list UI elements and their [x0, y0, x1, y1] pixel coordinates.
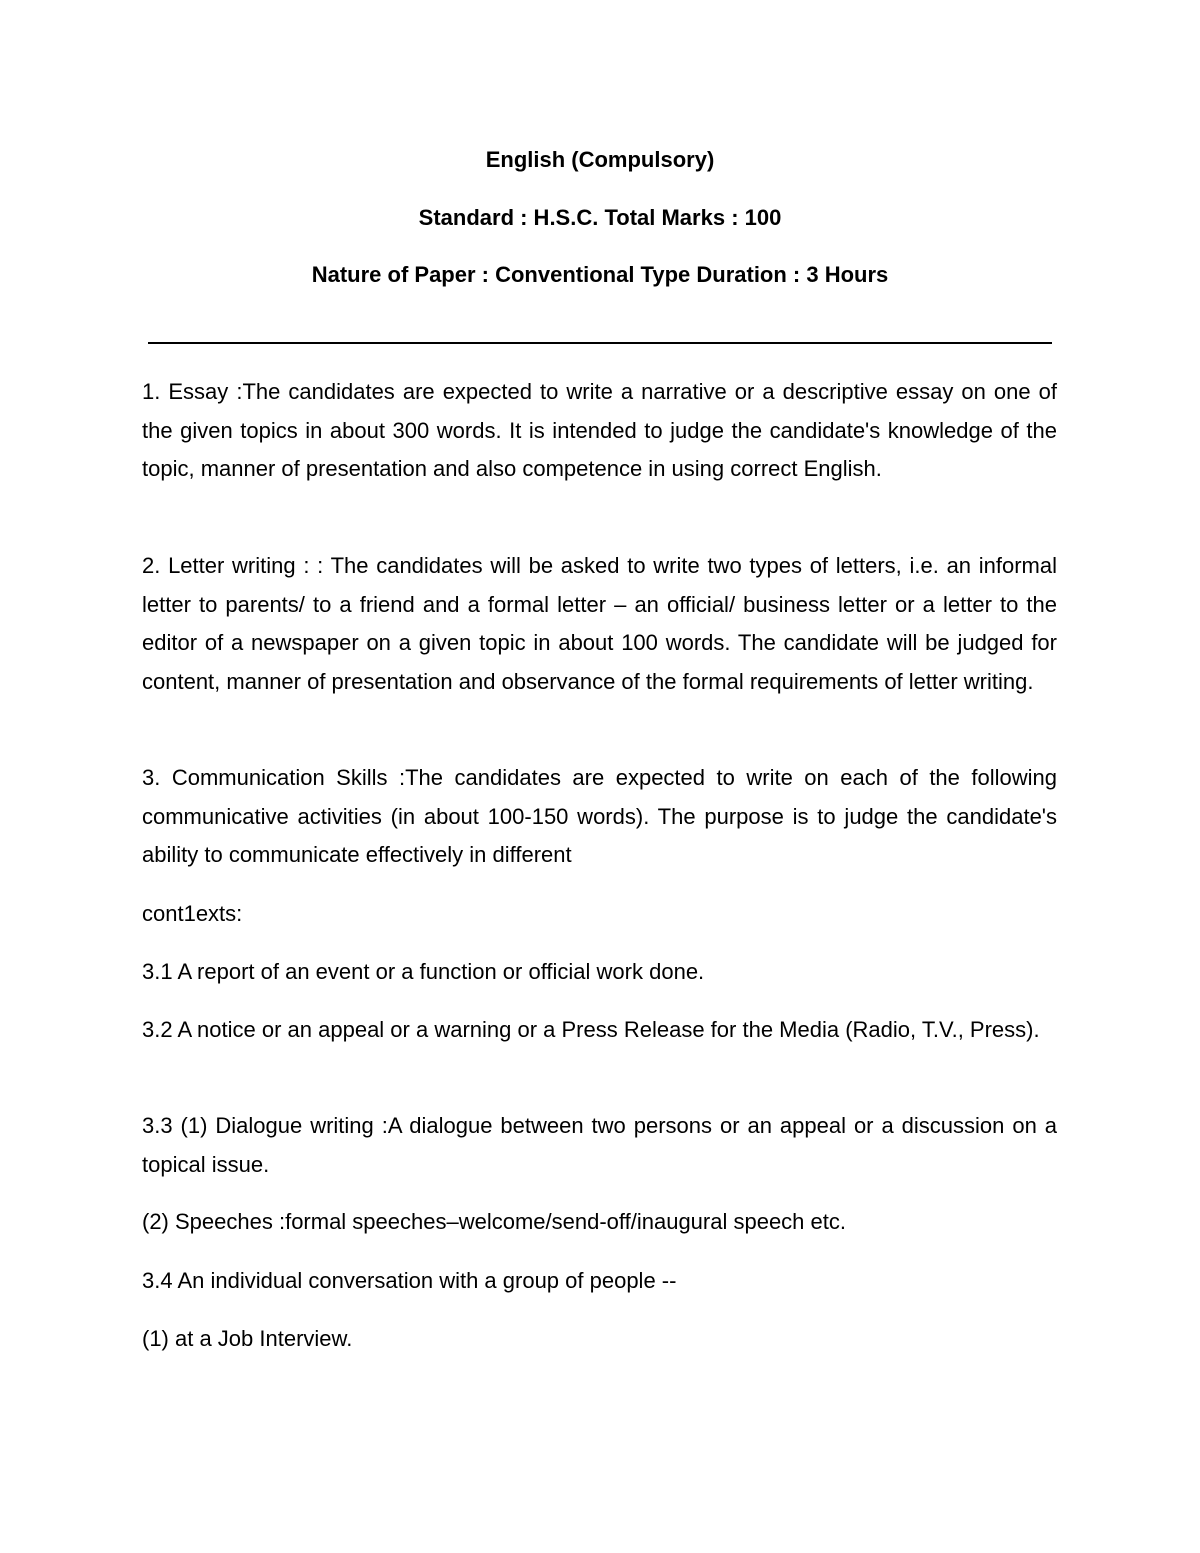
item-3-3-2: (2) Speeches :formal speeches–welcome/send-off/inaugural speech etc.: [142, 1209, 846, 1234]
communication-skills-section: 3. Communication Skills :The candidates are expected to write on each of the following communicative activities (in about 100-150 words). The purpose is to judge the candidate's ability to communicate effectively in different: [142, 765, 1057, 867]
paper-duration-line: Nature of Paper : Conventional Type Duration : 3 Hours: [311, 262, 889, 287]
contexts-label: cont1exts:: [142, 901, 243, 926]
letter-writing-section: 2. Letter writing : : The candidates will be asked to write two types of letters, i.e. an informal letter to parents/ to a friend and a formal letter – an official/ business letter or a letter to the editor of a newspaper on a given topic in about 100 words. The candidate will be judged for content, manner of presentation and observance of the formal requirements of letter writing.: [142, 553, 1057, 694]
item-3-4-1: (1) at a Job Interview.: [142, 1326, 353, 1351]
item-3-4: 3.4 An individual conversation with a group of people --: [142, 1268, 677, 1293]
standard-marks-line: Standard : H.S.C. Total Marks : 100: [418, 205, 782, 230]
item-3-1: 3.1 A report of an event or a function or official work done.: [142, 959, 705, 984]
item-3-2: 3.2 A notice or an appeal or a warning or a Press Release for the Media (Radio, T.V., Press).: [142, 1017, 1040, 1042]
essay-section: 1. Essay :The candidates are expected to write a narrative or a descriptive essay on one of the given topics in about 300 words. It is intended to judge the candidate's knowledge of the topic, manner of presentation and also competence in using correct English.: [142, 379, 1057, 481]
document-title: English (Compulsory): [485, 147, 715, 172]
item-3-3-1: 3.3 (1) Dialogue writing :A dialogue between two persons or an appeal or a discussion on a topical issue.: [142, 1113, 1057, 1177]
horizontal-rule: [148, 342, 1052, 344]
